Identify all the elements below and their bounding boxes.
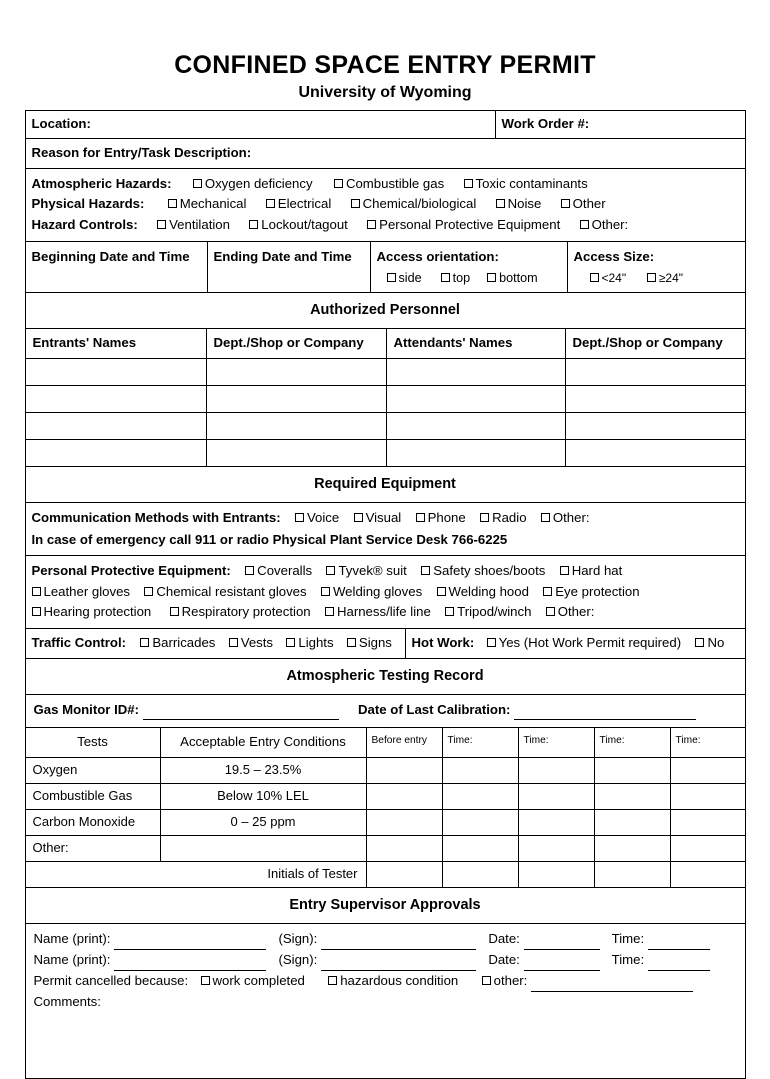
calibration-date-input[interactable] — [514, 707, 696, 720]
checkbox-label: Electrical — [277, 196, 332, 212]
atmospheric-hazards-label: Atmospheric Hazards: — [31, 175, 172, 191]
cell-reading-before-entry[interactable] — [367, 836, 443, 861]
checkbox-other-cancellation[interactable] — [482, 973, 528, 988]
approvals-block — [26, 924, 745, 1078]
table-row — [26, 758, 745, 784]
checkbox-barricades[interactable] — [140, 635, 215, 650]
cell-reading-time-2[interactable] — [519, 836, 595, 861]
checkbox-electrical[interactable] — [266, 196, 332, 211]
checkbox-vests[interactable] — [229, 635, 273, 650]
checkbox-icon — [286, 638, 295, 647]
column-attendants-names: Attendants' Names — [387, 329, 566, 358]
cell-entrant-name[interactable] — [26, 440, 207, 466]
checkbox-icon — [325, 607, 334, 616]
checkbox-icon — [496, 199, 505, 208]
ppe-line-2 — [32, 582, 739, 603]
cell-entrant-dept[interactable] — [207, 413, 387, 439]
checkbox-label: Noise — [507, 196, 542, 212]
checkbox-label: Eye protection — [555, 583, 640, 599]
cell-reading-time-1[interactable] — [443, 758, 519, 783]
hot-work-label: Hot Work: — [411, 635, 475, 651]
cell-initials-time-3[interactable] — [595, 862, 671, 887]
access-orientation-group — [371, 242, 568, 292]
checkbox-label: top — [452, 270, 471, 285]
checkbox-label: Welding gloves — [332, 583, 423, 599]
other-cancellation-input[interactable] — [531, 979, 693, 992]
checkbox-icon — [482, 976, 491, 985]
checkbox-icon — [541, 513, 550, 522]
checkbox-icon — [168, 199, 177, 208]
cell-reading-before-entry[interactable] — [367, 758, 443, 783]
date-label: Date: — [488, 952, 520, 968]
checkbox-icon — [328, 976, 337, 985]
time-input-2[interactable] — [648, 958, 710, 971]
checkbox-coveralls[interactable] — [245, 563, 312, 578]
checkbox-label: Visual — [365, 510, 402, 526]
traffic-hotwork-row — [26, 629, 745, 659]
checkbox-icon — [445, 607, 454, 616]
ppe-row — [26, 556, 745, 629]
authorized-personnel-header-row — [26, 329, 745, 359]
approvals-row — [26, 924, 745, 1078]
column-tests: Tests — [26, 728, 161, 757]
checkbox-label: Phone — [427, 510, 466, 526]
column-time-1: Time: — [443, 728, 519, 757]
cell-entrant-dept[interactable] — [207, 386, 387, 412]
reason-row — [26, 139, 745, 169]
checkbox-other-ppe[interactable] — [546, 604, 595, 619]
access-size-label: Access Size: — [573, 248, 655, 264]
checkbox-label: Combustible gas — [345, 175, 445, 191]
cell-reading-time-4[interactable] — [671, 784, 745, 809]
checkbox-hazardous-condition[interactable] — [328, 973, 458, 988]
approval-line-2 — [34, 950, 737, 971]
cell-acceptable-condition: Below 10% LEL — [161, 784, 367, 809]
column-time-2: Time: — [519, 728, 595, 757]
checkbox-safety-shoes[interactable] — [421, 563, 545, 578]
cell-reading-before-entry[interactable] — [367, 810, 443, 835]
cell-reading-time-3[interactable] — [595, 784, 671, 809]
column-acceptable-conditions: Acceptable Entry Conditions — [161, 728, 367, 757]
authorized-personnel-title-row — [26, 293, 745, 330]
checkbox-icon — [249, 220, 258, 229]
cell-test-name: Carbon Monoxide — [26, 810, 161, 835]
location-row — [26, 111, 745, 139]
table-row — [26, 359, 745, 386]
page-title: CONFINED SPACE ENTRY PERMIT — [174, 51, 596, 79]
checkbox-icon — [421, 566, 430, 575]
checkbox-label: Yes (Hot Work Permit required) — [498, 635, 682, 651]
checkbox-access-side[interactable] — [387, 271, 422, 285]
cell-initials-time-1[interactable] — [443, 862, 519, 887]
cell-reading-before-entry[interactable] — [367, 784, 443, 809]
cell-entrant-dept[interactable] — [207, 359, 387, 385]
cell-reading-time-1[interactable] — [443, 810, 519, 835]
cell-reading-time-2[interactable] — [519, 810, 595, 835]
checkbox-work-completed[interactable] — [201, 973, 305, 988]
time-input-1[interactable] — [648, 937, 710, 950]
checkbox-label: hazardous condition — [340, 973, 459, 989]
checkbox-hot-work-no[interactable] — [695, 635, 724, 650]
checkbox-icon — [245, 566, 254, 575]
checkbox-label: Coveralls — [257, 562, 313, 578]
checkbox-icon — [351, 199, 360, 208]
checkbox-icon — [487, 638, 496, 647]
checkbox-lights[interactable] — [286, 635, 333, 650]
checkbox-label: side — [398, 270, 422, 285]
initials-of-tester-label: Initials of Tester — [26, 862, 367, 887]
cell-entrant-name[interactable] — [26, 413, 207, 439]
checkbox-other-communication[interactable] — [541, 510, 590, 525]
cell-reading-time-4[interactable] — [671, 836, 745, 861]
checkbox-icon — [354, 513, 363, 522]
checkbox-icon — [347, 638, 356, 647]
checkbox-label: Barricades — [152, 635, 216, 651]
checkbox-icon — [334, 179, 343, 188]
checkbox-label: <24" — [601, 270, 627, 285]
time-label: Time: — [611, 952, 645, 968]
checkbox-welding-hood[interactable] — [437, 584, 529, 599]
time-label: Time: — [611, 931, 645, 947]
cell-initials-before-entry[interactable] — [367, 862, 443, 887]
date-input-1[interactable] — [524, 937, 600, 950]
checkbox-label: Other: — [557, 604, 595, 620]
checkbox-icon — [144, 587, 153, 596]
cell-attendant-name[interactable] — [387, 440, 566, 466]
approvals-title-row — [26, 888, 745, 925]
cell-reading-time-4[interactable] — [671, 758, 745, 783]
hazard-controls-label: Hazard Controls: — [31, 217, 138, 233]
initials-row — [26, 862, 745, 888]
sign-input-1[interactable] — [321, 937, 476, 950]
checkbox-label: Signs — [358, 635, 392, 651]
gas-monitor-row — [26, 695, 745, 728]
column-entrants-names: Entrants' Names — [26, 329, 207, 358]
checkbox-tyvek-suit[interactable] — [326, 563, 406, 578]
checkbox-label: Chemical/biological — [362, 196, 477, 212]
atmospheric-testing-title: Atmospheric Testing Record — [286, 667, 484, 684]
beginning-date-field[interactable]: Beginning Date and Time — [26, 242, 208, 292]
checkbox-icon — [560, 566, 569, 575]
checkbox-icon — [647, 273, 656, 282]
checkbox-icon — [464, 179, 473, 188]
approvals-title: Entry Supervisor Approvals — [289, 896, 481, 913]
checkbox-label: Other: — [552, 510, 590, 526]
checkbox-icon — [157, 220, 166, 229]
permit-cancelled-label: Permit cancelled because: — [33, 973, 189, 989]
table-row — [26, 836, 745, 862]
dates-access-row — [26, 242, 745, 293]
checkbox-label: other: — [493, 973, 528, 989]
cell-reading-time-3[interactable] — [595, 758, 671, 783]
checkbox-label: Lockout/tagout — [261, 217, 348, 233]
checkbox-icon — [580, 220, 589, 229]
atmospheric-hazards-line — [32, 174, 739, 195]
checkbox-icon — [326, 566, 335, 575]
location-field[interactable]: Location: — [26, 111, 496, 138]
cell-acceptable-condition: 19.5 – 23.5% — [161, 758, 367, 783]
cell-reading-time-2[interactable] — [519, 758, 595, 783]
ending-date-field[interactable]: Ending Date and Time — [208, 242, 371, 292]
permit-cancelled-line — [34, 971, 737, 992]
checkbox-ventilation[interactable] — [157, 217, 230, 232]
page-subtitle: University of Wyoming — [298, 84, 472, 102]
checkbox-access-size-large[interactable] — [647, 271, 683, 285]
traffic-control-group — [26, 629, 406, 658]
cell-attendant-dept[interactable] — [566, 386, 745, 412]
checkbox-ppe-control[interactable] — [367, 217, 560, 232]
checkbox-label: Respiratory protection — [181, 604, 311, 620]
checkbox-icon — [295, 513, 304, 522]
approval-line-1 — [34, 929, 737, 950]
name-print-label: Name (print): — [33, 952, 111, 968]
table-row — [26, 810, 745, 836]
sign-input-2[interactable] — [321, 958, 476, 971]
checkbox-label: Radio — [492, 510, 527, 526]
cell-entrant-dept[interactable] — [207, 440, 387, 466]
checkbox-label: ≥24" — [658, 270, 684, 285]
date-input-2[interactable] — [524, 958, 600, 971]
checkbox-harness-life-line[interactable] — [325, 604, 431, 619]
checkbox-label: Leather gloves — [43, 583, 131, 599]
hot-work-group — [406, 629, 745, 658]
checkbox-icon — [229, 638, 238, 647]
name-print-label: Name (print): — [33, 931, 111, 947]
cell-attendant-dept[interactable] — [566, 440, 745, 466]
testing-header-row — [26, 728, 745, 758]
checkbox-eye-protection[interactable] — [543, 584, 639, 599]
cell-test-name: Combustible Gas — [26, 784, 161, 809]
checkbox-label: Harness/life line — [336, 604, 431, 620]
checkbox-label: Tripod/winch — [457, 604, 532, 620]
cell-reading-time-3[interactable] — [595, 810, 671, 835]
gas-monitor-label: Gas Monitor ID#: — [33, 702, 140, 718]
checkbox-label: Hearing protection — [43, 604, 152, 620]
table-row — [26, 413, 745, 440]
name-print-input-1[interactable] — [114, 937, 266, 950]
cell-entrant-name[interactable] — [26, 386, 207, 412]
communication-row — [26, 503, 745, 555]
hazards-block — [26, 169, 745, 241]
checkbox-access-top[interactable] — [441, 271, 471, 285]
checkbox-icon — [416, 513, 425, 522]
checkbox-chemical-resistant-gloves[interactable] — [144, 584, 306, 599]
checkbox-other-physical[interactable] — [561, 196, 606, 211]
cell-acceptable-condition[interactable] — [161, 836, 367, 861]
checkbox-phone[interactable] — [416, 510, 466, 525]
checkbox-combustible-gas[interactable] — [334, 176, 444, 191]
permit-form — [25, 110, 746, 1079]
work-order-field[interactable]: Work Order #: — [501, 116, 590, 132]
checkbox-signs[interactable] — [347, 635, 392, 650]
checkbox-visual[interactable] — [354, 510, 402, 525]
sign-label: (Sign): — [278, 952, 318, 968]
emergency-note: In case of emergency call 911 or radio Physical Plant Service Desk 766-6225 — [31, 532, 508, 548]
traffic-control-label: Traffic Control: — [31, 635, 127, 651]
access-size-group — [568, 242, 745, 292]
sign-label: (Sign): — [278, 931, 318, 947]
cell-reading-time-3[interactable] — [595, 836, 671, 861]
access-orientation-label: Access orientation: — [376, 248, 499, 264]
checkbox-icon — [170, 607, 179, 616]
checkbox-icon — [387, 273, 396, 282]
ppe-line-1 — [32, 561, 739, 582]
checkbox-mechanical[interactable] — [168, 196, 247, 211]
checkbox-label: Welding hood — [448, 583, 529, 599]
cell-initials-time-2[interactable] — [519, 862, 595, 887]
checkbox-icon — [266, 199, 275, 208]
table-row — [26, 784, 745, 810]
checkbox-icon — [561, 199, 570, 208]
checkbox-icon — [367, 220, 376, 229]
cell-reading-time-1[interactable] — [443, 836, 519, 861]
checkbox-voice[interactable] — [295, 510, 339, 525]
required-equipment-title: Required Equipment — [314, 475, 456, 492]
checkbox-hard-hat[interactable] — [560, 563, 623, 578]
checkbox-icon — [437, 587, 446, 596]
checkbox-icon — [546, 607, 555, 616]
checkbox-icon — [695, 638, 704, 647]
checkbox-access-bottom[interactable] — [487, 271, 538, 285]
date-label: Date: — [488, 931, 520, 947]
checkbox-chemical-biological[interactable] — [351, 196, 477, 211]
checkbox-radio[interactable] — [480, 510, 526, 525]
ppe-block — [26, 556, 745, 628]
checkbox-label: Mechanical — [179, 196, 247, 212]
cell-reading-time-2[interactable] — [519, 784, 595, 809]
cell-test-name[interactable]: Other: — [26, 836, 161, 861]
checkbox-icon — [321, 587, 330, 596]
column-entrant-dept: Dept./Shop or Company — [207, 329, 387, 358]
physical-hazards-label: Physical Hazards: — [31, 196, 145, 212]
physical-hazards-line — [32, 194, 739, 215]
ppe-line-3 — [32, 602, 739, 623]
authorized-personnel-title: Authorized Personnel — [310, 301, 460, 318]
checkbox-label: work completed — [212, 973, 305, 989]
checkbox-icon — [487, 273, 496, 282]
checkbox-icon — [193, 179, 202, 188]
cell-reading-time-1[interactable] — [443, 784, 519, 809]
checkbox-tripod-winch[interactable] — [445, 604, 531, 619]
checkbox-icon — [32, 587, 41, 596]
cell-acceptable-condition: 0 – 25 ppm — [161, 810, 367, 835]
checkbox-label: Other — [572, 196, 606, 212]
cell-initials-time-4[interactable] — [671, 862, 745, 887]
checkbox-label: Hard hat — [571, 562, 623, 578]
checkbox-label: Other: — [591, 217, 629, 233]
table-row — [26, 386, 745, 413]
checkbox-oxygen-deficiency[interactable] — [193, 176, 313, 191]
checkbox-hearing-protection[interactable] — [32, 604, 152, 619]
cell-attendant-name[interactable] — [387, 386, 566, 412]
cell-entrant-name[interactable] — [26, 359, 207, 385]
hazard-controls-line — [32, 215, 739, 236]
checkbox-lockout-tagout[interactable] — [249, 217, 348, 232]
communication-block — [26, 503, 745, 554]
reason-field[interactable]: Reason for Entry/Task Description: — [31, 144, 252, 160]
checkbox-icon — [140, 638, 149, 647]
table-row — [26, 440, 745, 467]
checkbox-label: No — [707, 635, 725, 651]
checkbox-toxic-contaminants[interactable] — [464, 176, 588, 191]
checkbox-leather-gloves[interactable] — [32, 584, 131, 599]
checkbox-label: Ventilation — [169, 217, 230, 233]
checkbox-respiratory-protection[interactable] — [170, 604, 311, 619]
column-time-3: Time: — [595, 728, 671, 757]
checkbox-noise[interactable] — [496, 196, 542, 211]
checkbox-hot-work-yes[interactable] — [487, 635, 682, 650]
required-equipment-title-row — [26, 467, 745, 504]
cell-test-name: Oxygen — [26, 758, 161, 783]
gas-monitor-block — [26, 695, 745, 727]
gas-monitor-input[interactable] — [143, 707, 339, 720]
checkbox-label: Safety shoes/boots — [433, 562, 546, 578]
checkbox-icon — [480, 513, 489, 522]
checkbox-label: bottom — [499, 270, 538, 285]
checkbox-icon — [543, 587, 552, 596]
cell-attendant-dept[interactable] — [566, 359, 745, 385]
cell-attendant-name[interactable] — [387, 413, 566, 439]
atmospheric-testing-title-row — [26, 659, 745, 696]
checkbox-other-control[interactable] — [580, 217, 629, 232]
checkbox-label: Vests — [240, 635, 274, 651]
comments-area[interactable] — [34, 992, 737, 1070]
communication-line — [32, 508, 739, 529]
checkbox-welding-gloves[interactable] — [321, 584, 422, 599]
checkbox-label: Chemical resistant gloves — [156, 583, 307, 599]
calibration-date-label: Date of Last Calibration: — [358, 702, 511, 718]
checkbox-access-size-small[interactable] — [590, 271, 627, 285]
communication-label: Communication Methods with Entrants: — [31, 510, 281, 526]
checkbox-label: Personal Protective Equipment — [379, 217, 561, 233]
checkbox-label: Toxic contaminants — [475, 175, 588, 191]
column-time-4: Time: — [675, 735, 701, 747]
checkbox-label: Lights — [298, 635, 334, 651]
checkbox-icon — [32, 607, 41, 616]
checkbox-label: Oxygen deficiency — [204, 175, 313, 191]
cell-attendant-name[interactable] — [387, 359, 566, 385]
checkbox-label: Tyvek® suit — [338, 562, 407, 578]
checkbox-icon — [441, 273, 450, 282]
comments-label: Comments: — [33, 994, 101, 1010]
column-before-entry: Before entry — [367, 728, 443, 757]
checkbox-label: Voice — [306, 510, 340, 526]
ppe-label: Personal Protective Equipment: — [31, 562, 231, 578]
hazards-row — [26, 169, 745, 242]
cell-reading-time-4[interactable] — [671, 810, 745, 835]
name-print-input-2[interactable] — [114, 958, 266, 971]
checkbox-icon — [201, 976, 210, 985]
checkbox-icon — [590, 273, 599, 282]
cell-attendant-dept[interactable] — [566, 413, 745, 439]
column-attendant-dept: Dept./Shop or Company — [572, 335, 723, 351]
